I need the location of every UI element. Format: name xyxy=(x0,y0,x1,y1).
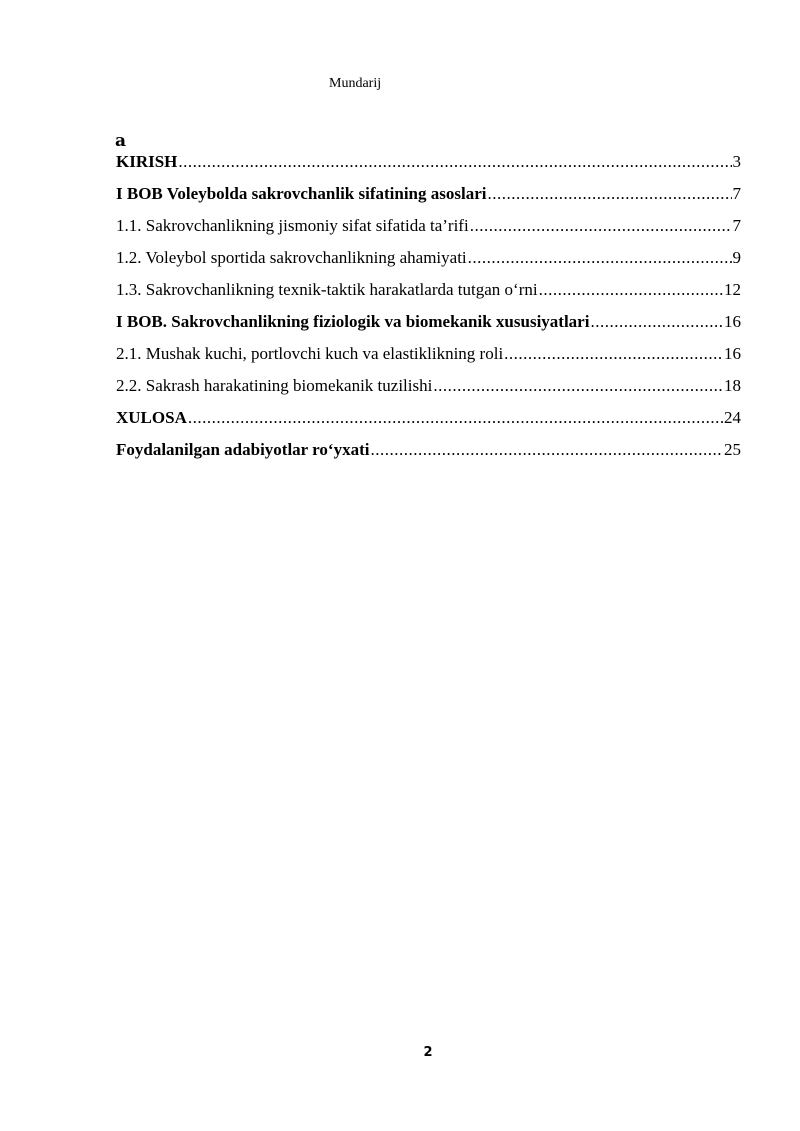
page-number: 2 xyxy=(423,1045,433,1060)
toc-entry-label: Foydalanilgan adabiyotlar ro‘yxati xyxy=(116,440,370,459)
toc-entry-label: XULOSA xyxy=(116,408,187,427)
toc-entry-xulosa xyxy=(116,408,741,440)
toc-entry-2-2 xyxy=(116,376,741,408)
toc-leader xyxy=(433,376,723,396)
toc-entry-page: 16 xyxy=(724,312,741,331)
toc-entry-page: 12 xyxy=(724,280,741,299)
toc-entry-page: 7 xyxy=(732,216,741,235)
toc-entry-page: 3 xyxy=(732,152,741,171)
toc-leader xyxy=(370,440,723,460)
toc-entry-label: 1.3. Sakrovchanlikning texnik-taktik harakatlarda tutgan o‘rni xyxy=(116,280,538,299)
toc-entry-label: 1.1. Sakrovchanlikning jismoniy sifat sifatida ta’rifi xyxy=(116,216,469,235)
toc-entry-label: 1.2. Voleybol sportida sakrovchanlikning ahamiyati xyxy=(116,248,467,267)
toc-entry-page: 16 xyxy=(724,344,741,363)
toc-entry-kirish xyxy=(116,152,741,184)
table-of-contents xyxy=(116,152,741,472)
toc-entry-1-3 xyxy=(116,280,741,312)
toc-entry-references xyxy=(116,440,741,472)
toc-leader xyxy=(178,152,731,172)
toc-entry-page: 24 xyxy=(724,408,741,427)
toc-title-tail: a xyxy=(115,131,127,151)
toc-entry-1-1 xyxy=(116,216,741,248)
toc-entry-1-2 xyxy=(116,248,741,280)
toc-entry-page: 7 xyxy=(732,184,741,203)
toc-entry-label: KIRISH xyxy=(116,152,178,171)
toc-entry-page: 25 xyxy=(724,440,741,459)
toc-entry-page: 18 xyxy=(724,376,741,395)
toc-entry-page: 9 xyxy=(732,248,741,267)
toc-title: Mundarij xyxy=(329,76,382,91)
toc-entry-chapter-1 xyxy=(116,184,741,216)
toc-entry-label: I BOB Voleybolda sakrovchanlik sifatining asoslari xyxy=(116,184,487,203)
toc-leader xyxy=(590,312,723,332)
toc-entry-label: 2.2. Sakrash harakatining biomekanik tuzilishi xyxy=(116,376,433,395)
toc-leader xyxy=(539,280,723,300)
toc-leader xyxy=(504,344,723,364)
toc-entry-label: I BOB. Sakrovchanlikning fiziologik va biomekanik xususiyatlari xyxy=(116,312,590,331)
toc-entry-chapter-2 xyxy=(116,312,741,344)
toc-entry-2-1 xyxy=(116,344,741,376)
toc-leader xyxy=(188,408,723,428)
toc-leader xyxy=(470,216,732,236)
toc-leader xyxy=(468,248,732,268)
toc-leader xyxy=(487,184,731,204)
toc-entry-label: 2.1. Mushak kuchi, portlovchi kuch va elastiklikning roli xyxy=(116,344,504,363)
